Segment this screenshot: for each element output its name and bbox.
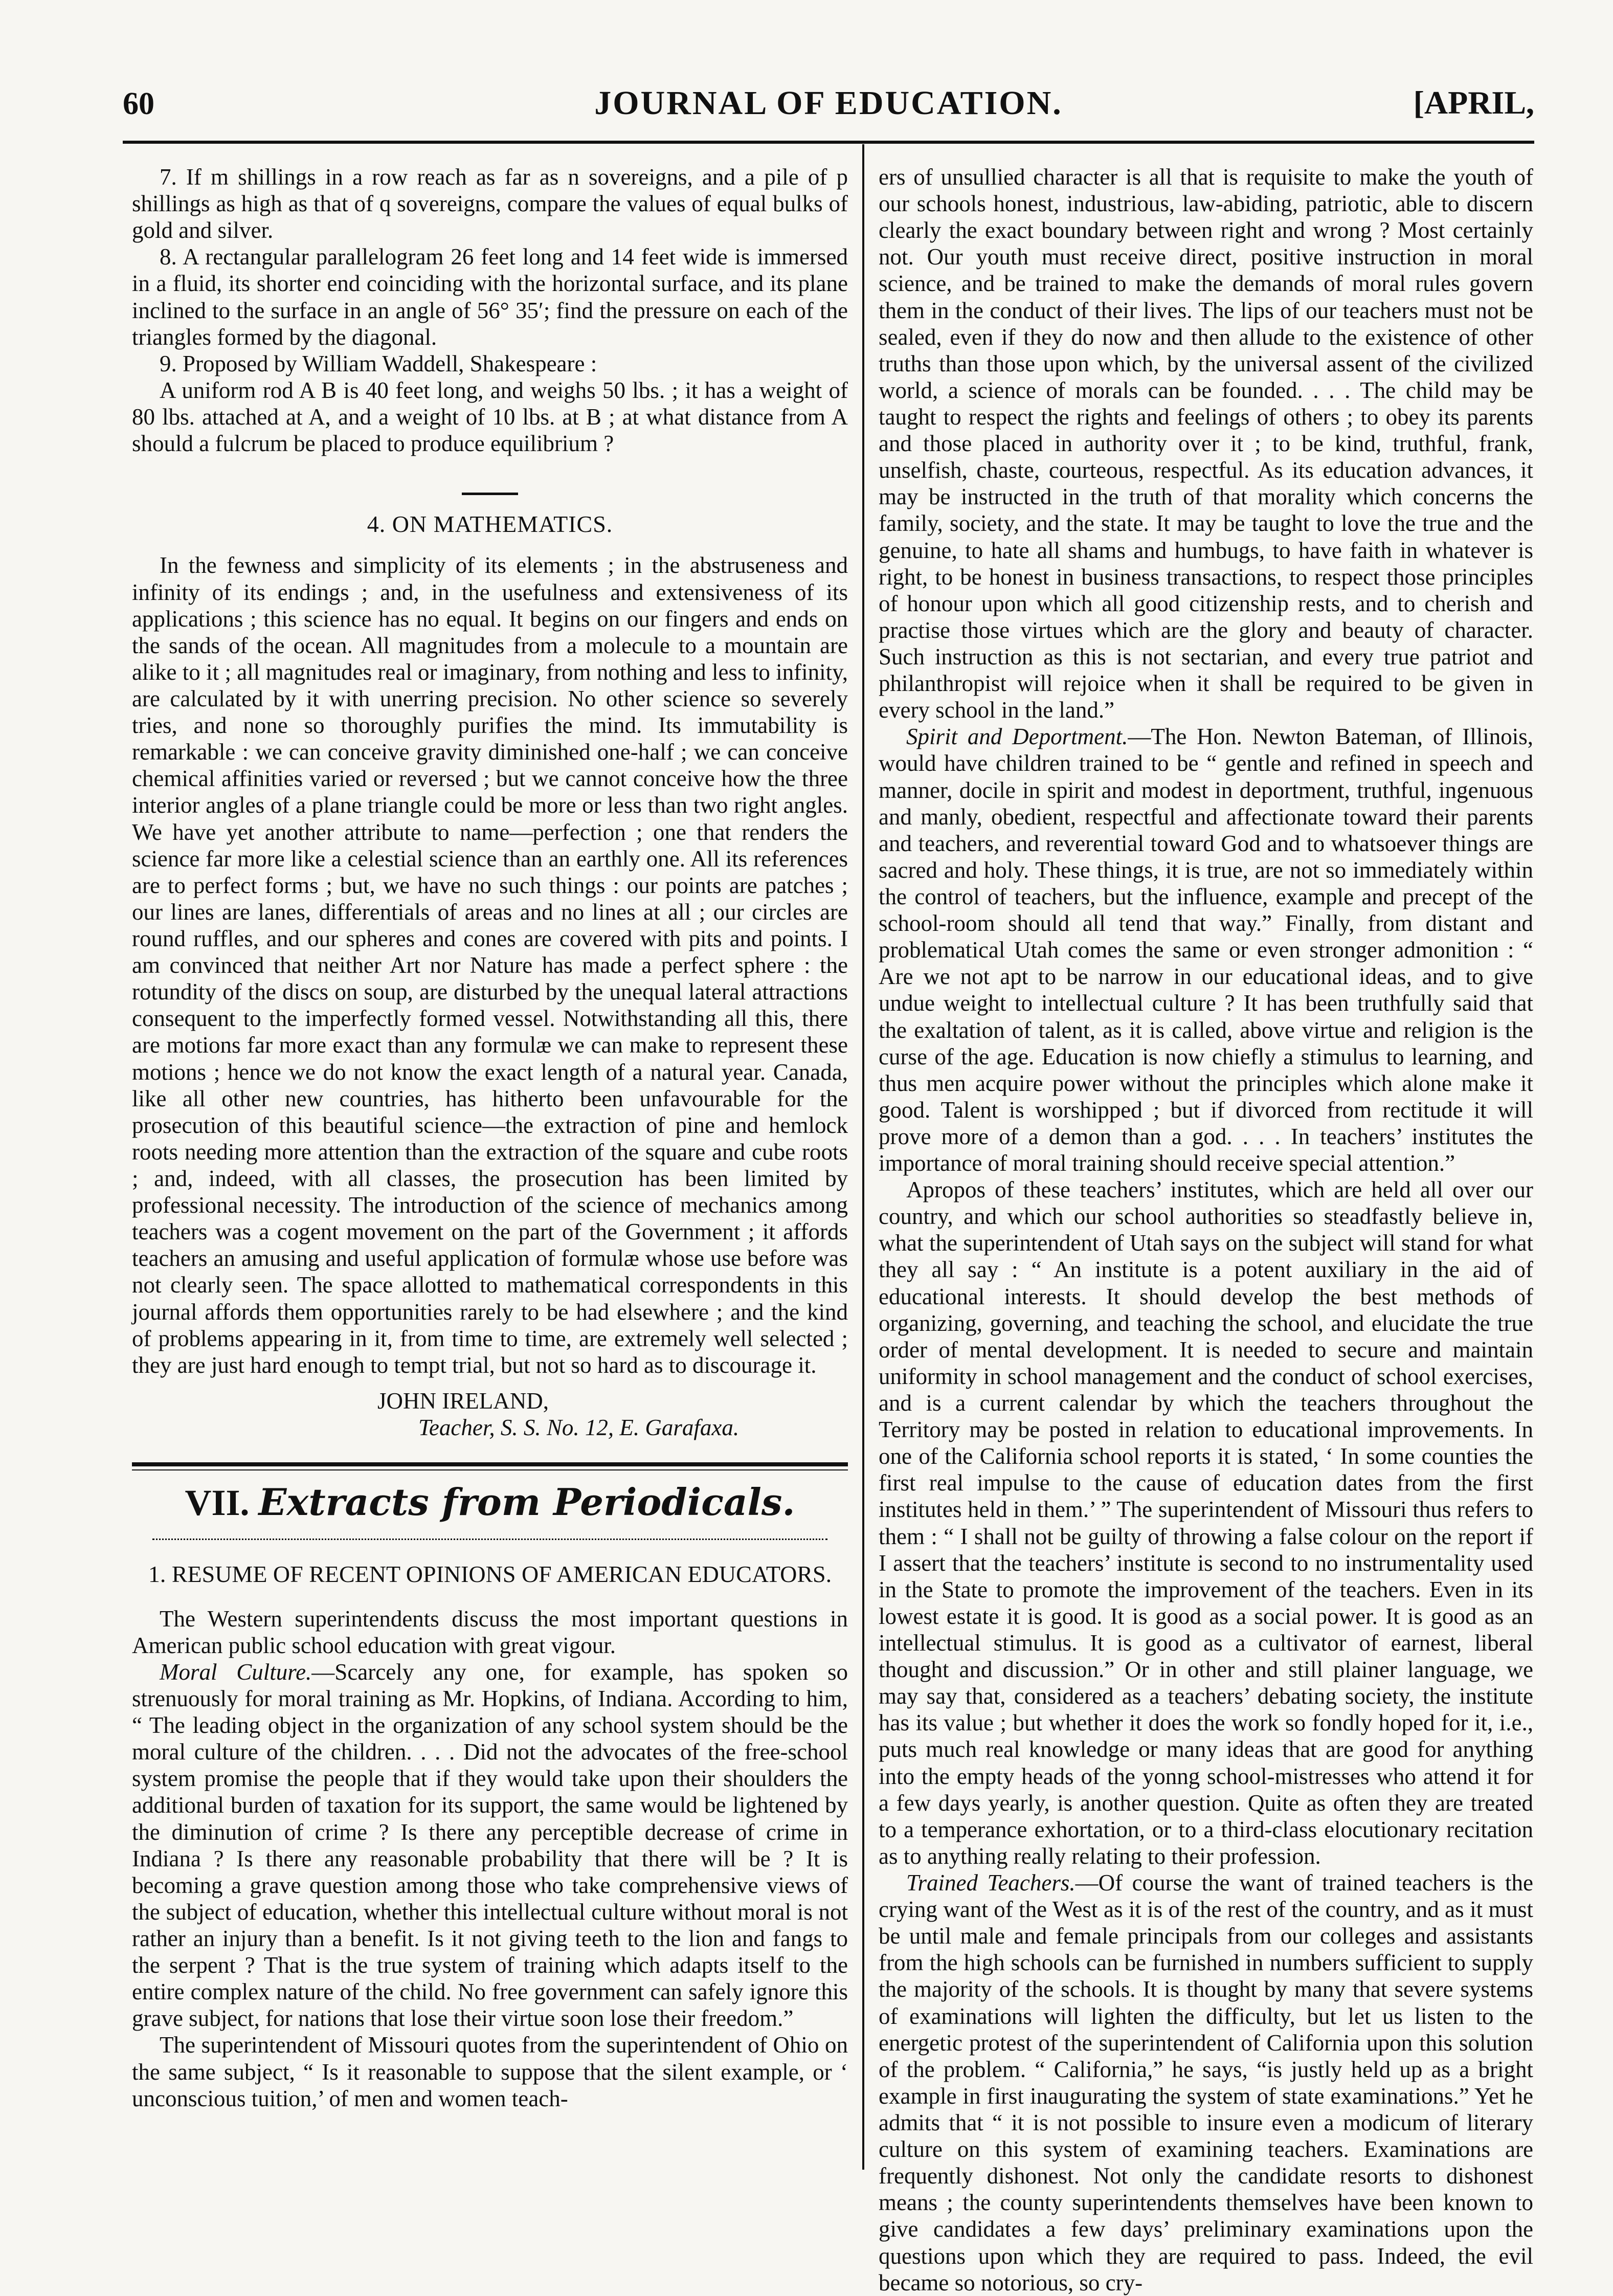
missouri-paragraph: The superintendent of Missouri quotes from the superintendent of Ohio on the same subject, “ Is it reasonable to suppose that the silent example, or ‘ unconscious tuition,’ of men and women teach- bbox=[132, 2032, 848, 2111]
intro-paragraph: The Western superintendents discuss the most important questions in American public school education with great vigour. bbox=[132, 1606, 848, 1658]
trained-teachers-heading: Trained Teachers. bbox=[906, 1870, 1076, 1896]
spirit-heading: Spirit and Deportment. bbox=[906, 724, 1128, 750]
section-title-mathematics: 4. ON MATHEMATICS. bbox=[367, 511, 613, 538]
chapter-title: Extracts from Periodicals. bbox=[258, 1480, 795, 1524]
article-title: 1. RESUME OF RECENT OPINIONS OF AMERICAN EDUCATORS. bbox=[148, 1561, 832, 1588]
chapter-rule-thick bbox=[132, 1462, 848, 1466]
problem-8: 8. A rectangular parallelogram 26 feet long and 14 feet wide is immersed in a fluid, its shorter end coinciding with the horizontal surface, and its plane inclined to the surface in an angle of 56° 35′; find the pressure on each of the triangles formed by the diagonal. bbox=[132, 244, 848, 350]
continuation-paragraph: ers of unsullied character is all that is requisite to make the youth of our schools honest, industrious, law-abiding, patriotic, able to discern clearly the exact boundary between right and wrong ? Most certainly not. Our youth must receive direct, positive instruction in moral science, and be trained to make the demands of moral rules govern them in the conduct of their lives. The lips of our teachers must not be sealed, even if they do now and then allude to the existence of other truths than those upon which, by the universal assent of the civilized world, a science of morals can be founded. . . . The child may be taught to respect the rights and feelings of others ; to obey its parents and those placed in authority over it ; to be kind, truthful, frank, unselfish, chaste, courteous, respectful. As its education advances, it may be instructed in the truth of that morality which concerns the family, society, and the state. It may be taught to love the true and the genuine, to hate all shams and humbugs, to have faith in whatever is right, to be honest in business transactions, to respect those principles of honour upon which all good citizenship rests, and to cherish and practise those virtues which are the glory and beauty of character. Such instruction as this is not sectarian, and every true patriot and philanthropist will rejoice when it shall be required to be given in every school in the land.” bbox=[879, 164, 1533, 723]
trained-teachers-paragraph bbox=[879, 1869, 1533, 2296]
mathematics-paragraph: In the fewness and simplicity of its elements ; in the abstruseness and infinity of its endings ; and, in the usefulness and extensiveness of its applications ; this science has no equal. It begins on our fingers and ends on the sands of the ocean. All magnitudes from a molecule to a mountain are alike to it ; all magnitudes real or imaginary, from nothing and less to infinity, are calculated by it with unerring precision. No other science so severely tries, and none so thoroughly purifies the mind. Its immutability is remarkable : we can conceive gravity diminished one-half ; we can conceive chemical affinities varied or reversed ; but we cannot conceive how the three interior angles of a plane triangle could be more or less than two right angles. We have yet another attribute to name—perfection ; one that renders the science far more like a celestial science than an earthly one. All its references are to perfect forms ; but, we have no such things : our points are patches ; our lines are lanes, differentials of areas and no lines at all ; our circles are round ruffles, and our spheres and cones are covered with pits and points. I am convinced that neither Art nor Nature has made a perfect sphere : the rotundity of the discs on soup, are disturbed by the unequal lateral attractions consequent to the imperfectly formed vessel. Notwithstanding all this, there are motions far more exact than any formulæ we can make to represent these motions ; hence we do not know the exact length of a natural year. Canada, like all other new countries, has hitherto been unfavourable for the prosecution of this beautiful science—the extraction of pine and hemlock roots needing more attention than the extraction of the square and cube roots ; and, indeed, with all classes, the prosecution has been limited by professional necessity. The introduction of the science of mechanics among teachers was a cogent movement on the part of the Government ; it affords teachers an amusing and useful application of formulæ whose use before was not clearly seen. The space allotted to mathematical correspondents in this journal affords them opportunities rarely to be had elsewhere ; and the kind of problems appearing in it, from time to time, are extremely well selected ; they are just hard enough to tempt trial, but not so hard as to discourage it. bbox=[132, 552, 848, 1378]
journal-title: JOURNAL OF EDUCATION. bbox=[594, 84, 1063, 122]
section-divider bbox=[462, 493, 518, 495]
problem-9-heading: 9. Proposed by William Waddell, Shakespeare : bbox=[160, 350, 597, 376]
signature-name: JOHN IRELAND, bbox=[377, 1388, 549, 1414]
apropos-paragraph: Apropos of these teachers’ institutes, which are held all over our country, and which our school authorities so steadfastly believe in, what the superintendent of Utah says on the subject will stand for what they all say : “ An institute is a potent auxiliary in the aid of educational interests. It should develop the best methods of organizing, governing, and teaching the school, and elucidate the true order of mental development. It is needed to secure and maintain uniformity in school management and the conduct of school exercises, and is a current calendar by which the teachers throughout the Territory may be posted in relation to educational improvements. In one of the California school reports it is stated, ‘ In some counties the first real impulse to the cause of education dates from the first institutes held in them.’ ” The superintendent of Missouri thus refers to them : “ I shall not be guilty of throwing a false colour on the report if I assert that the teachers’ institute is second to no instrumentality used in the State to promote the improvement of the teachers. Even in its lowest estate it is good. It is good as a social power. It is good as an intellectual stimulus. It is good as a cultivator of earnest, liberal thought and discussion.” Or in other and still plainer language, we may say that, considered as a teachers’ debating society, the institute has its value ; but whether it does the work so fondly hoped for it, i.e., puts much real knowledge or many ideas that are good for anything into the empty heads of the yonng school-mistresses who attend it for a few days yearly, is another question. Quite as often they are treated to a temperance exhortation, or to a third-class elocutionary recitation as to anything really relating to their profession. bbox=[879, 1177, 1533, 1869]
left-column bbox=[132, 164, 848, 2112]
header-rule bbox=[123, 141, 1534, 144]
spirit-text: —The Hon. Newton Bateman, of Illinois, would have children trained to be “ gentle and refined in speech and manner, docile in spirit and modest in deportment, truthful, ingenuous and manly, obedient, respectful and affectionate toward their parents and teachers, and reverential toward God and to whatsoever things are sacred and holy. These things, it is true, are not so immediately within the control of teachers, but the influence, example and precept of the school-room should all tend that way.” Finally, from distant and problematical Utah comes the same or even stronger admonition : “ Are we not apt to be narrow in our educational ideas, and to give undue weight to intellectual culture ? It has been truthfully said that the exaltation of talent, as it is called, above virtue and religion is the curse of the age. Education is now chiefly a stimulus to learning, and thus men acquire power without the principles which alone make it good. Talent is worshipped ; but if divorced from rectitude it will prove more of a demon than a god. . . . In teachers’ institutes the importance of moral training should receive special attention.” bbox=[879, 724, 1533, 1176]
moral-culture-text: —Scarcely any one, for example, has spoken so strenuously for moral training as Mr. Hopkins, of Indiana. According to him, “ The leading object in the organization of any school system should be the moral culture of the children. . . . Did not the advocates of the free-school system promise the people that if they would take upon their shoulders the additional burden of taxation for its support, the same would be lightened by the diminution of crime ? Is there any perceptible decrease of crime in Indiana ? Is there any reasonable probability that there will be ? It is becoming a grave question among those who take comprehensive views of the subject of education, whether this intellectual culture without moral is not rather an injury than a benefit. Is it not giving teeth to the lion and fangs to the serpent ? That is the true system of training which adapts itself to the entire complex nature of the child. No free government can safely ignore this grave subject, for nations that lose their virtue soon lose their freedom.” bbox=[132, 1659, 848, 2032]
chapter-heading bbox=[132, 1481, 848, 1524]
signature-title: Teacher, S. S. No. 12, E. Garafaxa. bbox=[418, 1414, 740, 1440]
problem-9-text: A uniform rod A B is 40 feet long, and weighs 50 lbs. ; it has a weight of 80 lbs. attached at A, and a weight of 10 lbs. at B ; at what distance from A should a fulcrum be placed to produce equilibrium ? bbox=[132, 377, 848, 457]
spirit-paragraph bbox=[879, 723, 1533, 1176]
column-divider bbox=[862, 144, 864, 2170]
issue-month: [APRIL, bbox=[1413, 84, 1534, 121]
page-header bbox=[123, 77, 1534, 133]
moral-culture-heading: Moral Culture. bbox=[160, 1659, 312, 1685]
chapter-ornament-rule bbox=[152, 1531, 827, 1540]
moral-culture-paragraph bbox=[132, 1659, 848, 2032]
right-column bbox=[879, 164, 1533, 2296]
trained-teachers-text: —Of course the want of trained teachers is the crying want of the West as it is of the rest of the country, and as it must be until male and female principals from our colleges and assistants from the high schools can be furnished in numbers sufficient to supply the majority of the schools. It is thought by many that severe systems of examinations will lighten the difficulty, but let us listen to the energetic protest of the superintendent of California upon this solution of the problem. “ California,” he says, “is justly held up as a bright example in first inaugurating the system of state examinations.” Yet he admits that “ it is not possible to insure even a modicum of literary culture on this system of examining teachers. Examinations are frequently dishonest. Not only the candidate resorts to dishonest means ; the county superintendents themselves have been known to give candidates a few days’ preliminary examinations upon the questions upon which they are required to pass. Indeed, the evil became so notorious, so cry- bbox=[879, 1870, 1534, 2295]
chapter-number: VII. bbox=[185, 1482, 250, 1524]
chapter-rule-thin bbox=[132, 1469, 848, 1470]
signature bbox=[132, 1388, 848, 1441]
page-number: 60 bbox=[123, 86, 154, 121]
problem-7: 7. If m shillings in a row reach as far as n sovereigns, and a pile of p shillings as high as that of q sovereigns, compare the values of equal bulks of gold and silver. bbox=[132, 164, 848, 243]
